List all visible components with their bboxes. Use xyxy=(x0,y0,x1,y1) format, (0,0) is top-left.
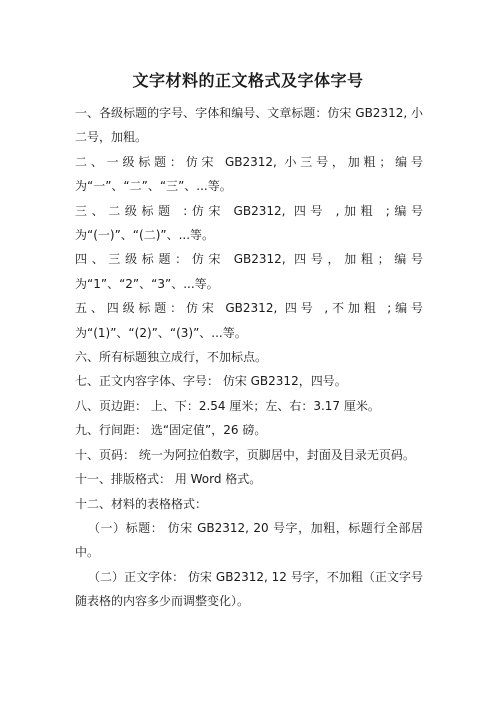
paragraph-2: 二、一级标题：仿宋 GB2312, 小三号，加粗；编号为“一”、“二”、“三”、...等。 xyxy=(75,154,423,194)
paragraph-1: 一、各级标题的字号、字体和编号、文章标题：仿宋 GB2312, 小二号，加粗。 xyxy=(75,106,423,145)
paragraph-10: 十、页码： 统一为阿拉伯数字，页脚居中，封面及目录无页码。 xyxy=(75,447,415,462)
paragraph-11: 十一、排版格式： 用 Word 格式。 xyxy=(75,472,262,487)
paragraph-7: 七、正文内容字体、字号： 仿宋 GB2312，四号。 xyxy=(75,374,347,389)
paragraph-6: 六、所有标题独立成行，不加标点。 xyxy=(75,350,268,365)
paragraph-5: 五、四级标题：仿宋 GB2312, 四号 ,不加粗 ;编号为“(1)”、“(2)”、“(3)”、...等。 xyxy=(75,301,423,340)
document-title: 文字材料的正文格式及字体字号 xyxy=(132,71,364,90)
paragraph-9: 九、行间距： 选“固定值”，26 磅。 xyxy=(75,423,267,438)
paragraph-3: 三、二级标题 :仿宋 GB2312, 四号 ,加粗 ;编号为“(一)”、“(二)”、...等。 xyxy=(75,203,423,243)
paragraph-13: （一）标题： 仿宋 GB2312, 20 号字，加粗，标题行全部居中。 xyxy=(75,520,423,560)
paragraph-14: （二）正文字体： 仿宋 GB2312, 12 号字，不加粗（正文字号随表格的内容多少而调整变化）。 xyxy=(75,569,423,609)
paragraph-12: 十二、材料的表格格式： xyxy=(75,496,208,511)
document-body xyxy=(75,101,423,614)
paragraph-4: 四、三级标题：仿宋 GB2312, 四号，加粗；编号为“1”、“2”、“3”、...等。 xyxy=(75,252,423,291)
paragraph-8: 八、页边距： 上、下：2.54 厘米；左、右：3.17 厘米。 xyxy=(75,398,380,413)
